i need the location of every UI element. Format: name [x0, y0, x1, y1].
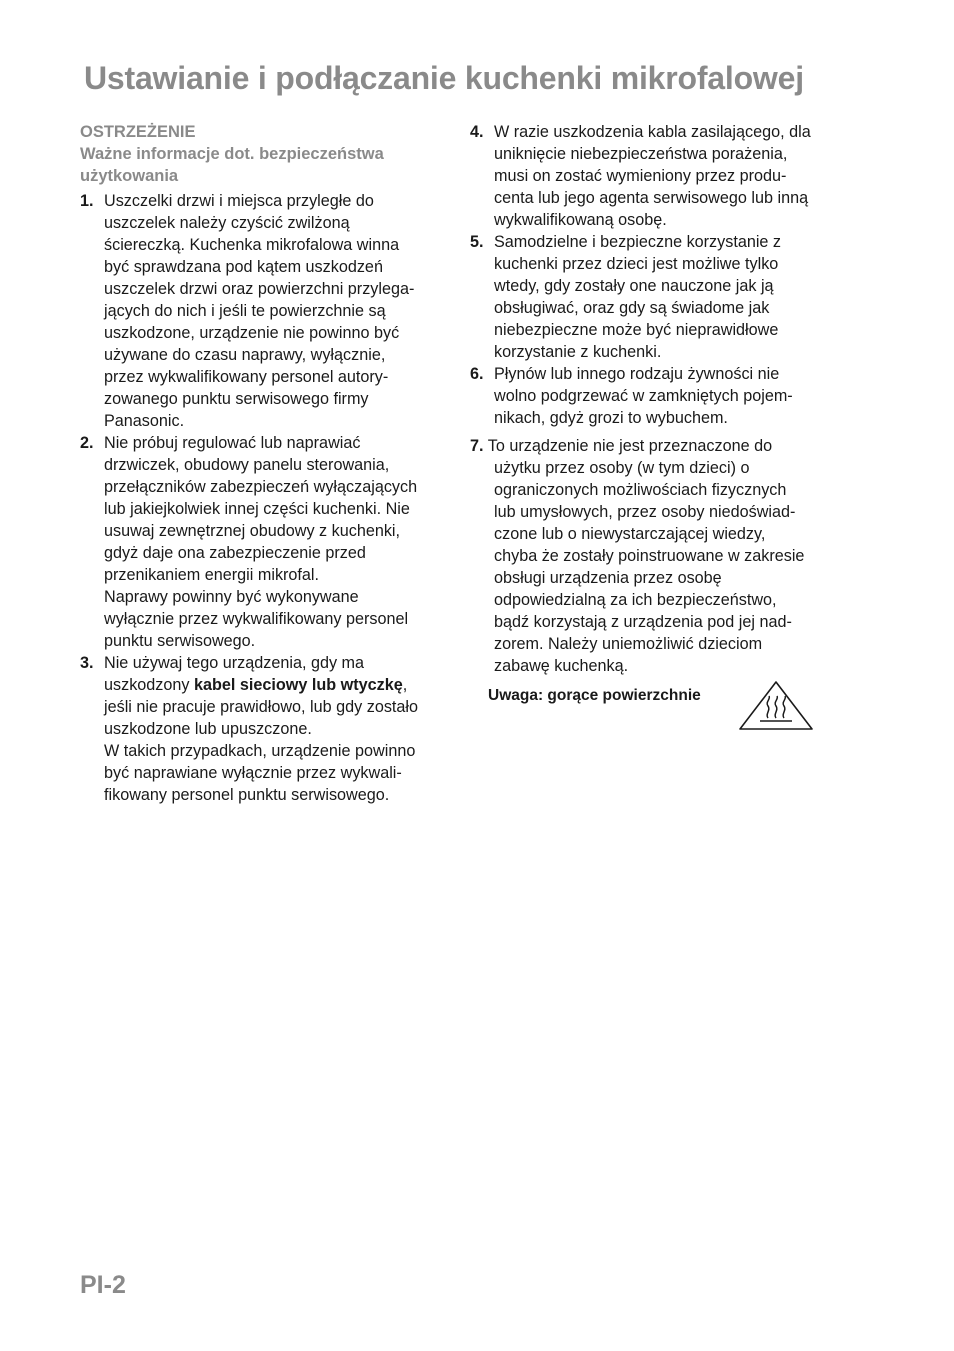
item-number: 5. — [470, 233, 484, 251]
item-number: 2. — [80, 434, 94, 452]
list-item-7 — [470, 435, 846, 677]
list-item-2 — [80, 432, 450, 652]
list-item-4 — [470, 121, 846, 231]
item-text: Samodzielne i bezpieczne korzystanie z kuchenki przez dzieci jest możliwe tylko wtedy, gdy zostały one nauczone jak ją obsługiwać, oraz gdy są świadome jak niebezpieczne może być nieprawidłowe korzystanie z kuchenki. — [494, 233, 782, 361]
list-item-1 — [80, 190, 450, 432]
item-first-line-text: To urządzenie nie jest przeznaczone do — [487, 437, 773, 455]
page-number: PI-2 — [80, 1271, 126, 1299]
hot-surface-notice — [488, 680, 818, 732]
item-text: Nie próbuj regulować lub naprawiać drzwiczek, obudowy panelu sterowania, przełączników zabezpieczeń wyłączających lub jakiejkolwiek innej części kuchenki. Nie usuwaj zewnętrznej obudowy z kuchenki, gdyż daje ona zabezpieczenie przed przenikaniem energii mikrofal. Naprawy powinny być wykonywane wyłącznie przez wykwalifikowany personel punktu serwisowego. — [104, 434, 418, 650]
item-number: 6. — [470, 365, 484, 383]
left-column — [80, 121, 450, 806]
item-text: W razie uszkodzenia kabla zasilającego, dla uniknięcie niebezpieczeństwa porażenia, musi on zostać wymieniony przez produ- centa lub jego agenta serwisowego lub inną wykwalifikowaną osobę. — [494, 123, 811, 229]
hot-surface-label: Uwaga: gorące powierzchnie — [488, 687, 701, 704]
list-item-3 — [80, 652, 450, 806]
page-title: Ustawianie i podłączanie kuchenki mikrofalowej — [84, 60, 804, 96]
item-text: Płynów lub innego rodzaju żywności nie wolno podgrzewać w zamkniętych pojem- nikach, gdyż grozi to wybuchem. — [494, 365, 793, 427]
list-item-6 — [470, 363, 846, 429]
item-number: 3. — [80, 654, 94, 672]
item-number: 7. — [470, 437, 484, 455]
item-text-pre: Nie używaj tego urządzenia, gdy ma uszkodzony — [104, 654, 365, 694]
item-number: 4. — [470, 123, 484, 141]
item-text — [104, 652, 450, 806]
item-number: 1. — [80, 192, 94, 210]
hot-surface-warning-icon — [738, 680, 814, 732]
item-first-line — [470, 435, 846, 457]
warning-heading: OSTRZEŻENIE — [80, 123, 196, 141]
item-text-post: , jeśli nie pracuje prawidłowo, lub gdy zostało uszkodzone lub upuszczone. W takich przypadkach, urządzenie powinno być naprawiane wyłącznie przez wykwali- fikowany personel punktu serwisowego. — [104, 676, 419, 804]
right-column — [470, 121, 846, 677]
list-item-5 — [470, 231, 846, 363]
warning-subheading: Ważne informacje dot. bezpieczeństwa użytkowania — [80, 145, 384, 185]
item-text: Uszczelki drzwi i miejsca przyległe do uszczelek należy czyścić zwilżoną ściereczką. Kuchenka mikrofalowa winna być sprawdzana pod kątem uszkodzeń uszczelek drzwi oraz powierzchni przylega- jących do nich i jeśli te powierzchnie są uszkodzone, urządzenie nie powinno być używane do czasu naprawy, wyłącznie, przez wykwalifikowany personel autory- zowanego punktu serwisowego firmy Panasonic. — [104, 192, 415, 430]
item-text-bold: kabel sieciowy lub wtyczkę — [193, 676, 403, 694]
item-text: użytku przez osoby (w tym dzieci) o ograniczonych możliwościach fizycznych lub umysłowych, przez osoby niedoświad- czone lub o niewystarczającej wiedzy, chyba że zostały poinstruowane w zakresie obsługi urządzenia przez osobę odpowiedzialną za ich bezpieczeństwo, bądź korzystają z urządzenia pod jej nad- zorem. Należy uniemożliwić dzieciom zabawę kuchenką. — [494, 459, 805, 675]
